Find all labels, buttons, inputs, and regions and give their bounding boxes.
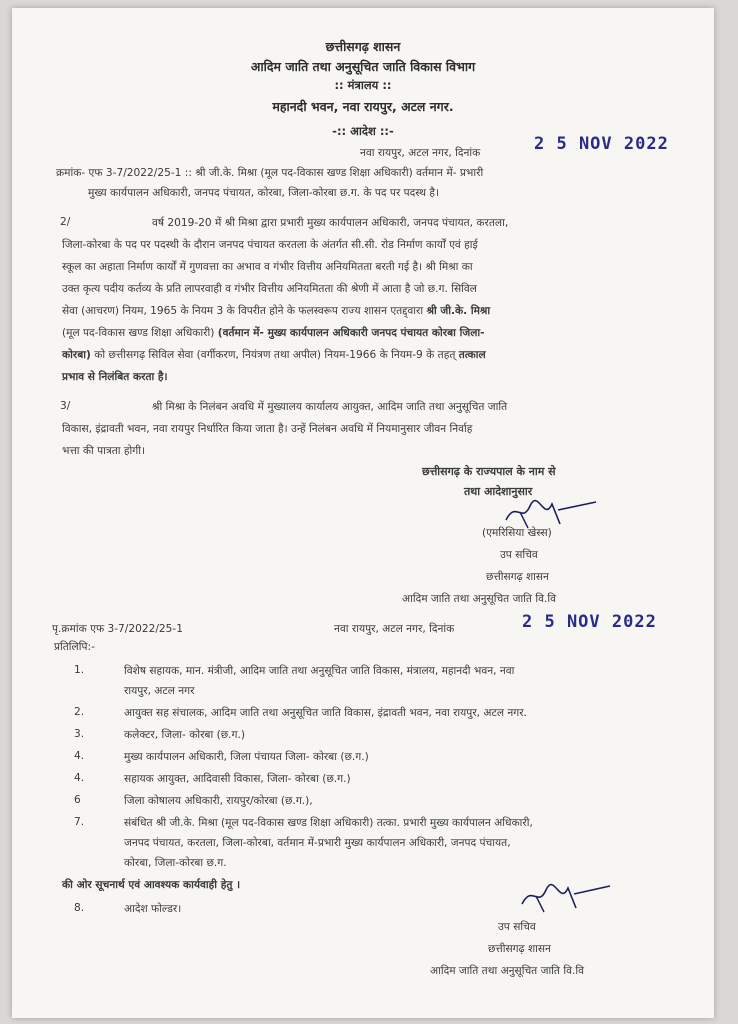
endorsement-place: नवा रायपुर, अटल नगर, दिनांक [334, 623, 455, 635]
list-item: आयुक्त सह संचालक, आदिम जाति तथा अनुसूचित जाति विकास, इंद्रावती भवन, नवा रायपुर, अटल नगर. [124, 707, 527, 719]
list-item-number: 8. [74, 902, 85, 914]
list-item: आदेश फोल्डर। [124, 903, 182, 915]
list-item-number: 4. [74, 750, 85, 762]
signatory-name: (एमरिसिया खेस्स) [482, 527, 552, 539]
order-line-2: मुख्य कार्यपालन अधिकारी, जनपद पंचायत, कोरबा, जिला-कोरबा छ.ग. के पद पर पदस्थ है। [88, 187, 439, 199]
order-title: -:: आदेश ::- [332, 124, 394, 138]
list-item: सहायक आयुक्त, आदिवासी विकास, जिला- कोरबा (छ.ग.) [124, 773, 351, 785]
signatory-government: छत्तीसगढ़ शासन [486, 571, 549, 583]
para2-line: स्कूल का अहाता निर्माण कार्यों में गुणवत्ता का अभाव व गंभीर वित्तीय अनियमितता बरती गई है। श्री मिश्रा का [62, 261, 473, 273]
signature-mark [514, 876, 614, 916]
list-item-number: 3. [74, 728, 85, 740]
para3-line: श्री मिश्रा के निलंबन अवधि में मुख्यालय कार्यालय आयुक्त, आदिम जाति तथा अनुसूचित जाति [152, 401, 508, 413]
list-item: मुख्य कार्यपालन अधिकारी, जिला पंचायत जिला- कोरबा (छ.ग.) [124, 751, 369, 763]
para3-num: 3/ [60, 400, 71, 412]
order-place-date-label: नवा रायपुर, अटल नगर, दिनांक [360, 147, 481, 159]
list-item-number: 7. [74, 816, 85, 828]
para2-line: सेवा (आचरण) नियम, 1965 के नियम 3 के विपरीत होने के फलस्वरूप राज्य शासन एतद्द्वारा श्री जी.के. मिश्रा [62, 305, 491, 317]
governor-name-line: छत्तीसगढ़ के राज्यपाल के नाम से [422, 465, 556, 478]
by-order-line: तथा आदेशानुसार [464, 485, 533, 498]
para2-num: 2/ [60, 216, 71, 228]
para3-line: विकास, इंद्रावती भवन, नवा रायपुर निर्धारित किया जाता है। उन्हें निलंबन अवधि में नियमानुसार जीवन निर्वाह [62, 423, 473, 435]
list-item: संबंधित श्री जी.के. मिश्रा (मूल पद-विकास खण्ड शिक्षा अधिकारी) तत्का. प्रभारी मुख्य कार्यपालन अधिकारी, [124, 817, 533, 829]
header-department: आदिम जाति तथा अनुसूचित जाति विकास विभाग [250, 59, 476, 74]
endorsement-date-stamp: 2 5 NOV 2022 [522, 612, 657, 632]
order-date-stamp: 2 5 NOV 2022 [534, 134, 669, 154]
info-action-line: की ओर सूचनार्थ एवं आवश्यक कार्यवाही हेतु । [62, 879, 241, 891]
para3-line: भत्ता की पात्रता होगी। [62, 445, 145, 457]
para2-line: (मूल पद-विकास खण्ड शिक्षा अधिकारी) (वर्तमान में- मुख्य कार्यपालन अधिकारी जनपद पंचायत कोरबा जिला- [62, 327, 485, 339]
list-item: रायपुर, अटल नगर [124, 685, 195, 697]
signatory-department: आदिम जाति तथा अनुसूचित जाति वि.वि [402, 593, 556, 605]
list-item: कोरबा, जिला-कोरबा छ.ग. [124, 857, 227, 869]
list-item-number: 4. [74, 772, 85, 784]
para2-line: जिला-कोरबा के पद पर पदस्थी के दौरान जनपद पंचायत करतला के अंतर्गत सी.सी. रोड निर्माण कार्यों एवं हाई [62, 239, 478, 251]
order-number-line: क्रमांक- एफ 3-7/2022/25-1 :: श्री जी.के. मिश्रा (मूल पद-विकास खण्ड शिक्षा अधिकारी) वर्तमान में- प्रभारी [56, 167, 484, 179]
header-ministry: :: मंत्रालय :: [334, 78, 392, 92]
para2-line: वर्ष 2019-20 में श्री मिश्रा द्वारा प्रभारी मुख्य कार्यपालन अधिकारी, जनपद पंचायत, करतला, [152, 217, 509, 229]
para2-line: उक्त कृत्य पदीय कर्तव्य के प्रति लापरवाही व गंभीर वित्तीय अनियमितता की श्रेणी में आता है जो छ.ग. सिविल [62, 283, 477, 295]
list-item: विशेष सहायक, मान. मंत्रीजी, आदिम जाति तथा अनुसूचित जाति विकास, मंत्रालय, महानदी भवन, नवा [124, 665, 515, 677]
signatory2-designation: उप सचिव [498, 921, 536, 933]
header-government: छत्तीसगढ़ शासन [325, 39, 401, 54]
list-item: जनपद पंचायत, करतला, जिला-कोरबा, वर्तमान में-प्रभारी मुख्य कार्यपालन अधिकारी, जनपद पंचायत, [124, 837, 511, 849]
signature-mark [500, 494, 600, 530]
list-item-number: 2. [74, 706, 85, 718]
endorsement-number: पृ.क्रमांक एफ 3-7/2022/25-1 [52, 623, 183, 635]
list-item-number: 6 [74, 794, 81, 806]
list-item: जिला कोषालय अधिकारी, रायपुर/कोरबा (छ.ग.), [124, 795, 313, 807]
para2-line: प्रभाव से निलंबित करता है। [62, 371, 168, 383]
copy-to-label: प्रतिलिपि:- [54, 641, 95, 653]
list-item-number: 1. [74, 664, 85, 676]
header-address: महानदी भवन, नवा रायपुर, अटल नगर. [272, 99, 454, 114]
signatory-designation: उप सचिव [500, 549, 538, 561]
signatory2-department: आदिम जाति तथा अनुसूचित जाति वि.वि [430, 965, 584, 977]
document-page [12, 8, 714, 1018]
signatory2-government: छत्तीसगढ़ शासन [488, 943, 551, 955]
list-item: कलेक्टर, जिला- कोरबा (छ.ग.) [124, 729, 245, 741]
para2-line: कोरबा) को छत्तीसगढ़ सिविल सेवा (वर्गीकरण, नियंत्रण तथा अपील) नियम-1966 के नियम-9 के तहत् तत्काल [62, 349, 486, 361]
